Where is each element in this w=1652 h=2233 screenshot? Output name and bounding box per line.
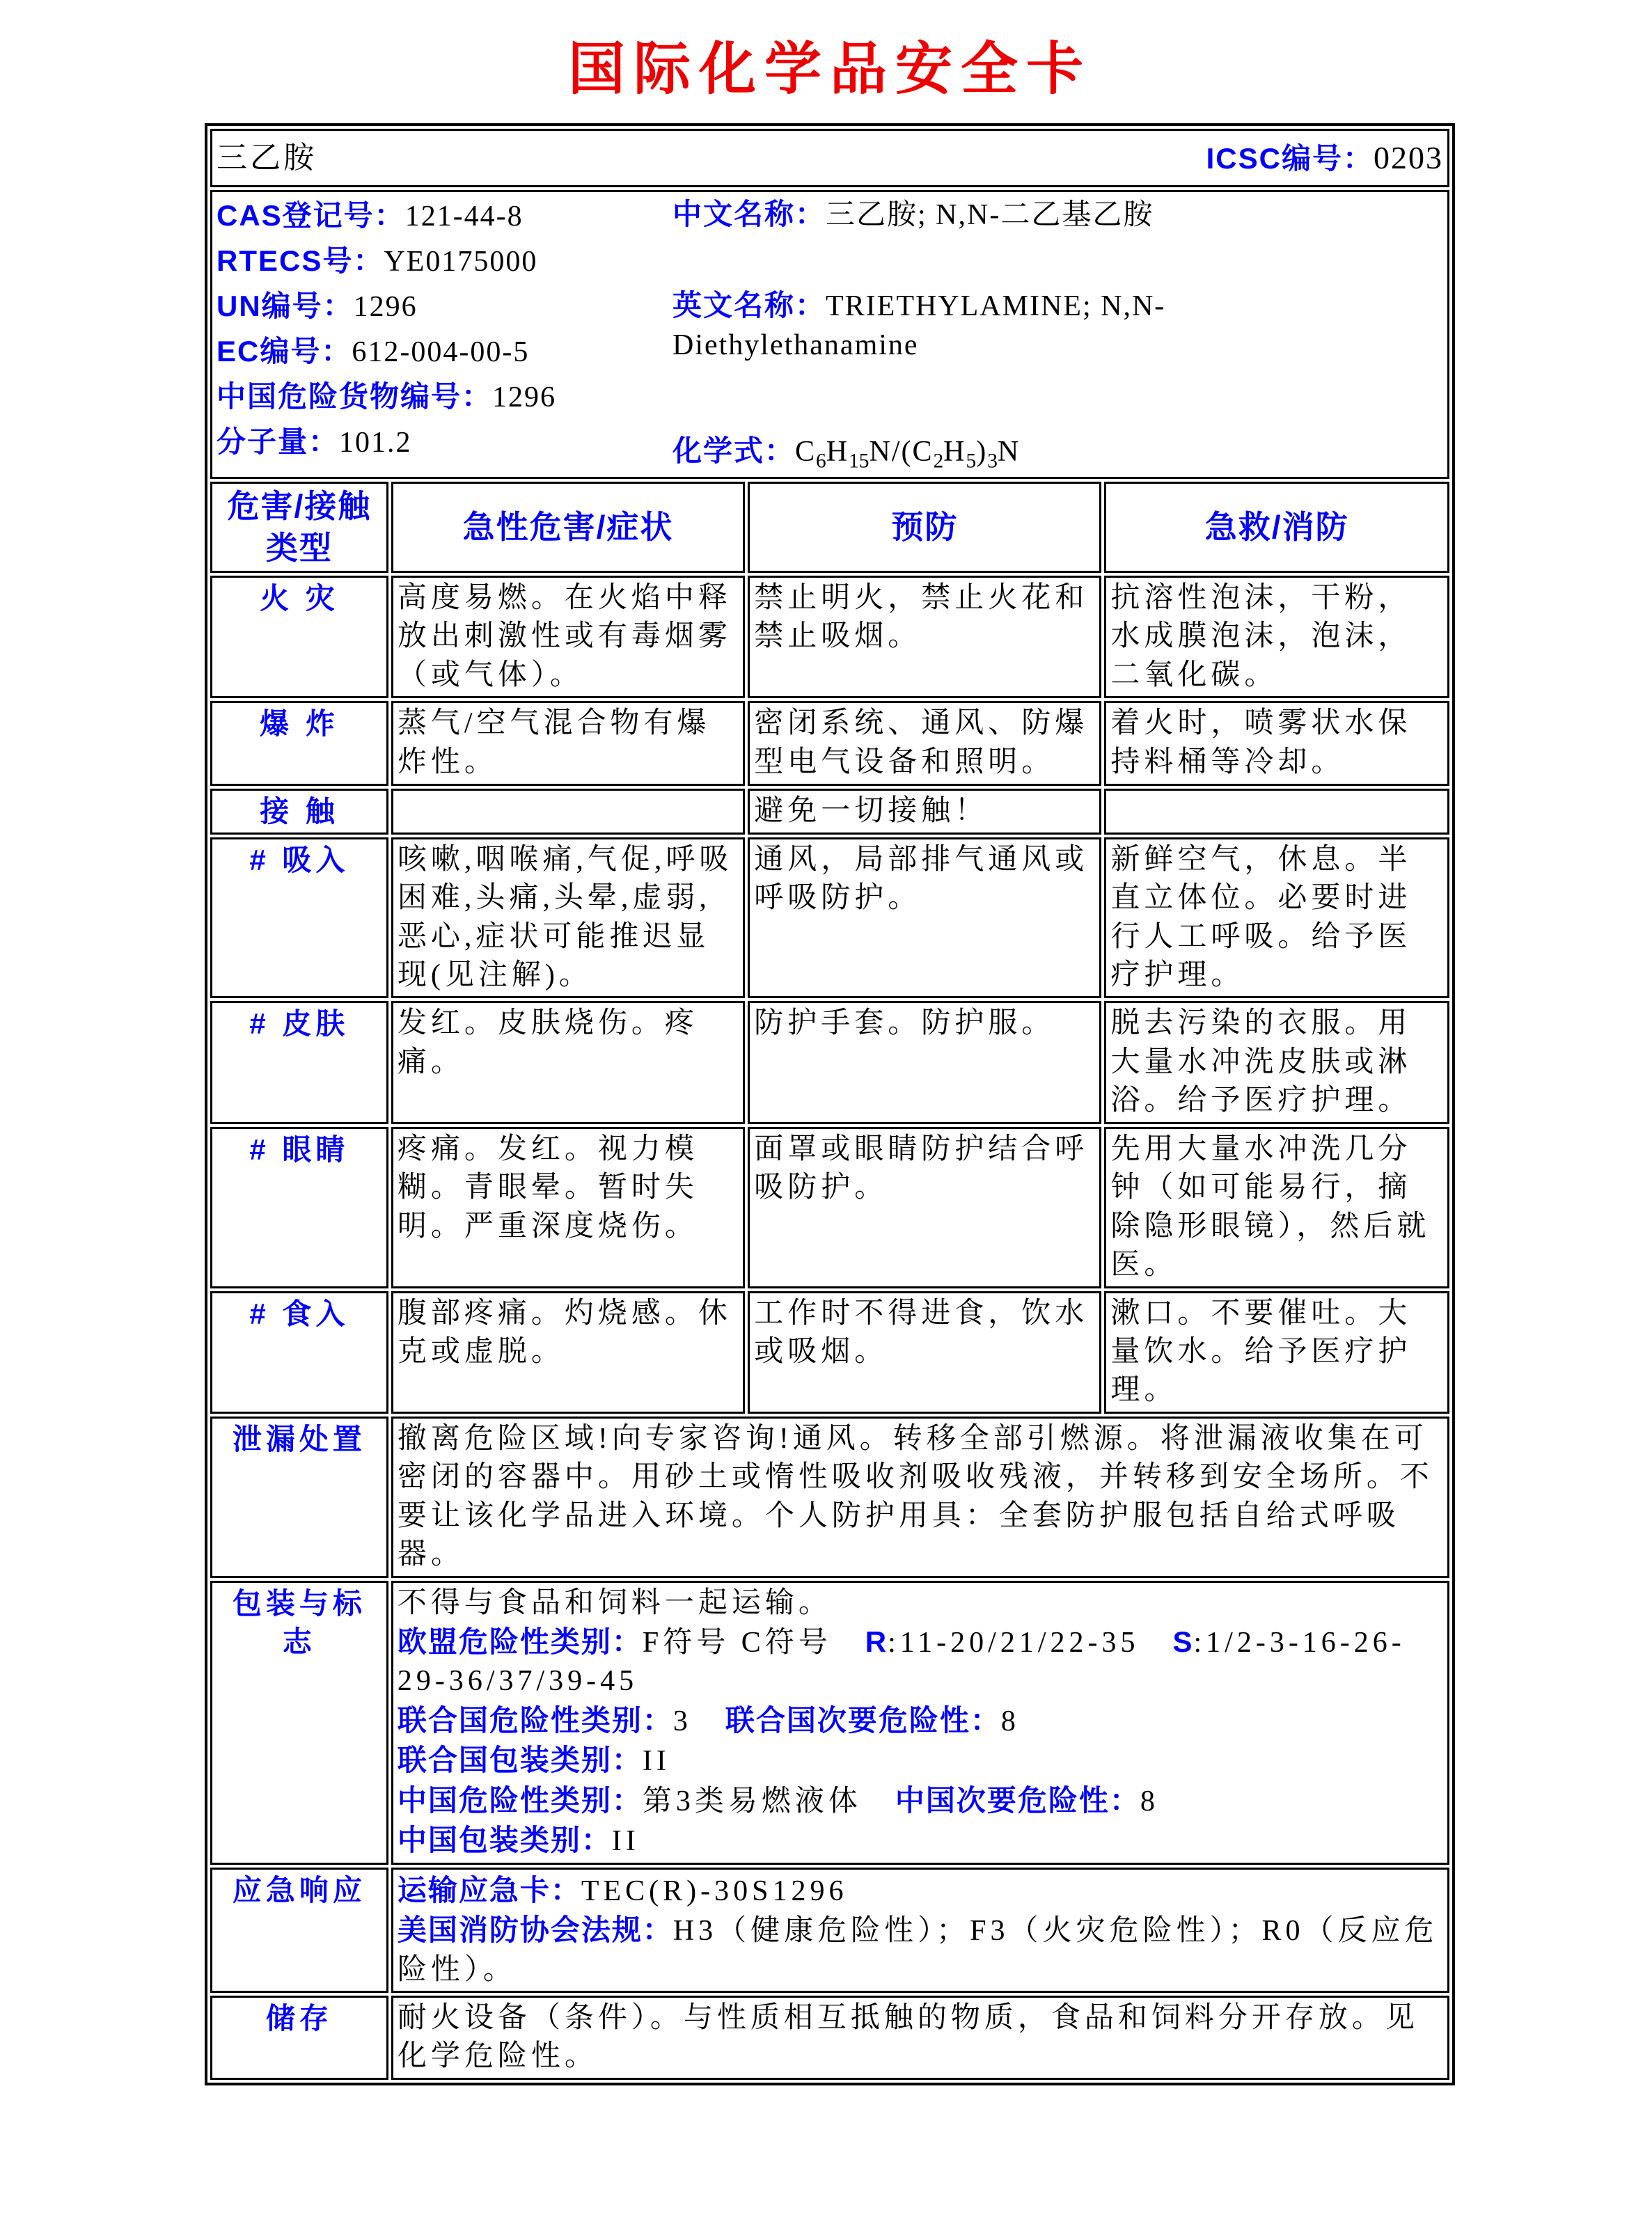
english-name-line	[672, 286, 1334, 365]
hazard-row-eyes	[210, 1127, 1449, 1288]
fire-prevention: 禁止明火，禁止火花和禁止吸烟。	[748, 576, 1101, 698]
column-header-response: 急救/消防	[1104, 482, 1449, 573]
inhalation-label: # 吸入	[210, 837, 388, 999]
cas-label: CAS登记号：	[217, 199, 405, 232]
hazard-row-skin	[210, 1001, 1449, 1123]
eyes-label: # 眼睛	[210, 1127, 388, 1288]
nfpa-label: 美国消防协会法规：	[397, 1914, 673, 1947]
column-header-symptoms: 急性危害/症状	[391, 482, 745, 573]
un-label: UN编号：	[217, 290, 354, 322]
formula-sub: 5	[966, 450, 977, 473]
chinese-name-line	[672, 195, 1334, 235]
icsc-label: ICSC编号：	[1206, 141, 1374, 175]
china-goods-number-line	[217, 374, 672, 420]
spill-label: 泄漏处置	[210, 1417, 388, 1578]
ec-label: EC编号：	[217, 335, 352, 368]
hazard-row-contact	[210, 789, 1449, 834]
english-name-value: TRIETHYLAMINE; N,N-Diethylethanamine	[672, 290, 1166, 361]
nfpa-value: H3（健康危险性）；F3（火灾危险性）；R0（反应危险性）。	[397, 1915, 1438, 1986]
cn-subrisk-value: 8	[1140, 1785, 1159, 1817]
identifiers-cell	[210, 190, 1449, 479]
eu-class-value: F符号 C符号	[642, 1627, 832, 1659]
r-phrases-value: :11-20/21/22-35	[888, 1627, 1140, 1659]
packaging-transport-line: 不得与食品和饲料一起运输。	[397, 1586, 832, 1619]
hazard-row-inhalation	[210, 837, 1449, 999]
skin-symptoms: 发红。皮肤烧伤。疼痛。	[391, 1001, 745, 1123]
r-phrases-label: R	[865, 1625, 888, 1659]
emergency-label: 应急响应	[210, 1868, 388, 1993]
packaging-label: 包装与标志	[210, 1581, 388, 1865]
s-phrases-label: S	[1172, 1625, 1194, 1659]
emergency-content	[391, 1868, 1449, 1993]
packaging-un-class-line	[398, 1701, 1443, 1741]
ingestion-symptoms: 腹部疼痛。灼烧感。休克或虚脱。	[391, 1291, 745, 1414]
china-goods-label: 中国危险货物编号：	[217, 380, 493, 413]
eu-class-label: 欧盟危险性类别：	[397, 1625, 643, 1659]
china-goods-value: 1296	[492, 381, 557, 413]
packaging-eu-line	[398, 1623, 1443, 1701]
eyes-response: 先用大量水冲洗几分钟（如可能易行，摘除隐形眼镜），然后就医。	[1104, 1127, 1449, 1288]
cn-class-value: 第3类易燃液体	[642, 1785, 862, 1817]
formula-value	[795, 436, 1021, 473]
cas-value: 121-44-8	[404, 200, 524, 232]
hazard-row-explosion	[210, 701, 1449, 786]
un-number-line	[217, 284, 672, 329]
formula-part: )	[976, 436, 988, 468]
chemical-name: 三乙胺	[217, 140, 317, 175]
packaging-un-pack-line	[398, 1741, 1443, 1781]
identifiers-right-column	[672, 194, 1334, 475]
inhalation-symptoms: 咳嗽,咽喉痛,气促,呼吸困难,头痛,头晕,虚弱,恶心,症状可能推迟显现(见注解)。	[391, 837, 745, 999]
name-cell-layout	[217, 137, 1443, 180]
chinese-name-label: 中文名称：	[672, 198, 826, 230]
contact-symptoms	[391, 789, 745, 834]
spill-content: 撤离危险区域!向专家咨询!通风。转移全部引燃源。将泄漏液收集在可密闭的容器中。用砂土或惰性吸收剂吸收残液，并转移到安全场所。不要让该化学品进入环境。个人防护用具：全套防护服包括自给式呼吸器。	[391, 1417, 1449, 1578]
emergency-row	[210, 1868, 1449, 1993]
un-class-label: 联合国危险性类别：	[397, 1703, 673, 1737]
ingestion-label: # 食入	[210, 1291, 388, 1414]
column-header-hazard-type-line1: 危害/接触	[227, 487, 372, 524]
packaging-cn-class-line	[398, 1781, 1443, 1821]
icsc-number-group	[1206, 137, 1443, 180]
explosion-prevention: 密闭系统、通风、防爆型电气设备和照明。	[748, 701, 1101, 786]
rtecs-value: YE0175000	[384, 246, 538, 278]
eyes-symptoms: 疼痛。发红。视力模糊。青眼晕。暂时失明。严重深度烧伤。	[391, 1127, 745, 1288]
packaging-content	[391, 1581, 1449, 1865]
column-header-prevention: 预防	[748, 482, 1101, 573]
formula-sub: 3	[987, 450, 998, 473]
emergency-nfpa-line	[398, 1911, 1443, 1989]
column-header-hazard-type-line2: 类型	[265, 530, 333, 567]
chinese-name-value: 三乙胺; N,N-二乙基乙胺	[826, 199, 1154, 231]
formula-part: C	[795, 436, 817, 468]
contact-label: 接 触	[210, 789, 388, 834]
formula-label: 化学式：	[672, 434, 796, 468]
un-pack-value: II	[642, 1745, 670, 1778]
cn-pack-label: 中国包装类别：	[397, 1824, 612, 1857]
formula-line	[672, 432, 1334, 475]
safety-card-table	[205, 123, 1455, 2085]
skin-prevention: 防护手套。防护服。	[748, 1001, 1101, 1123]
explosion-label: 爆 炸	[210, 701, 388, 786]
un-class-value: 3	[672, 1705, 692, 1737]
storage-row	[210, 1996, 1449, 2080]
fire-symptoms: 高度易燃。在火焰中释放出刺激性或有毒烟雾（或气体）。	[391, 576, 745, 698]
formula-part: N	[997, 436, 1021, 468]
ingestion-prevention: 工作时不得进食，饮水或吸烟。	[748, 1291, 1101, 1414]
formula-sub: 2	[933, 450, 944, 473]
tec-card-value: TEC(R)-30S1296	[581, 1875, 848, 1907]
page-title: 国际化学品安全卡	[567, 38, 1092, 101]
ec-number-line	[217, 329, 672, 374]
tec-card-label: 运输应急卡：	[397, 1873, 581, 1907]
formula-sub: 15	[849, 450, 870, 473]
skin-label: # 皮肤	[210, 1001, 388, 1123]
un-subrisk-label: 联合国次要危险性：	[725, 1703, 1001, 1737]
identifiers-left-column	[217, 194, 672, 475]
column-header-hazard-type	[210, 482, 388, 573]
fire-label: 火 灾	[210, 576, 388, 698]
mol-weight-label: 分子量：	[217, 425, 340, 458]
english-name-label: 英文名称：	[672, 289, 826, 322]
name-cell	[210, 129, 1449, 187]
mol-weight-line	[217, 420, 672, 465]
eyes-prevention: 面罩或眼睛防护结合呼吸防护。	[748, 1127, 1101, 1288]
rtecs-number-line	[217, 239, 672, 284]
storage-label: 储存	[210, 1996, 388, 2080]
packaging-cn-pack-line	[398, 1821, 1443, 1861]
packaging-row	[210, 1581, 1449, 1865]
un-value: 1296	[353, 291, 418, 323]
name-row	[210, 129, 1449, 187]
spill-row	[210, 1417, 1449, 1578]
card-wrapper	[205, 24, 1455, 2085]
column-header-row	[210, 482, 1449, 573]
storage-content: 耐火设备（条件）。与性质相互抵触的物质，食品和饲料分开存放。见化学危险性。	[391, 1996, 1449, 2080]
identifiers-row	[210, 190, 1449, 479]
un-subrisk-value: 8	[1000, 1705, 1020, 1737]
explosion-symptoms: 蒸气/空气混合物有爆炸性。	[391, 701, 745, 786]
formula-sub: 6	[816, 450, 826, 473]
icsc-number: 0203	[1374, 139, 1443, 175]
fire-response: 抗溶性泡沫，干粉，水成膜泡沫，泡沫，二氧化碳。	[1104, 576, 1449, 698]
inhalation-response: 新鲜空气，休息。半直立体位。必要时进行人工呼吸。给予医疗护理。	[1104, 837, 1449, 999]
mol-weight-value: 101.2	[339, 427, 412, 459]
hazard-row-fire	[210, 576, 1449, 698]
emergency-tec-line	[398, 1871, 1443, 1911]
contact-prevention: 避免一切接触！	[748, 789, 1101, 834]
rtecs-label: RTECS号：	[217, 244, 384, 277]
formula-part: H	[943, 436, 966, 468]
formula-part: N/(C	[869, 436, 934, 468]
cn-subrisk-label: 中国次要危险性：	[895, 1783, 1140, 1817]
contact-response	[1104, 789, 1449, 834]
formula-part: H	[826, 436, 849, 468]
cn-pack-value: II	[611, 1825, 640, 1858]
hazard-row-ingestion	[210, 1291, 1449, 1414]
ec-value: 612-004-00-5	[352, 336, 530, 368]
s-phrases-value: :1/2-3-16-26-29-36/37/39-45	[397, 1627, 1406, 1698]
skin-response: 脱去污染的衣服。用大量水冲洗皮肤或淋浴。给予医疗护理。	[1104, 1001, 1449, 1123]
un-pack-label: 联合国包装类别：	[397, 1744, 643, 1777]
identifiers-layout	[217, 194, 1443, 475]
inhalation-prevention: 通风，局部排气通风或呼吸防护。	[748, 837, 1101, 999]
ingestion-response: 漱口。不要催吐。大量饮水。给予医疗护理。	[1104, 1291, 1449, 1414]
explosion-response: 着火时，喷雾状水保持料桶等冷却。	[1104, 701, 1449, 786]
cas-number-line	[217, 194, 672, 239]
cn-class-label: 中国危险性类别：	[397, 1783, 643, 1817]
